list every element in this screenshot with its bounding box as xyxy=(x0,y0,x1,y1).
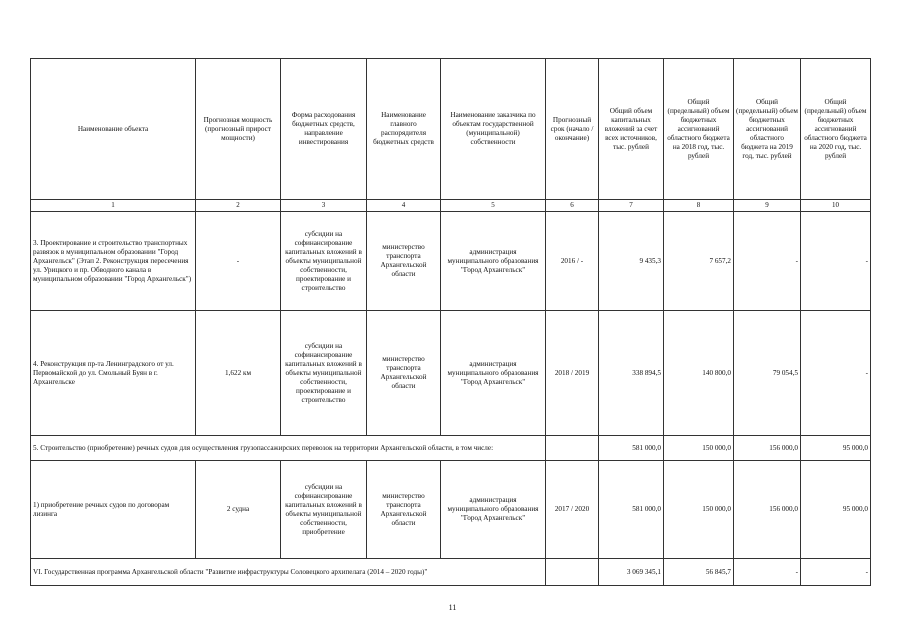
header-2018: Общий (предельный) объем бюджетных ассигнований областного бюджета на 2018 год, тыс. рублей xyxy=(664,59,734,200)
distributor: министерство транспорта Архангельской области xyxy=(367,311,441,436)
value-2019: - xyxy=(734,559,801,586)
spending-form: субсидии на софинансирование капитальных вложений в объекты муниципальной собственности, проектирование и строительство xyxy=(281,212,367,311)
header-capacity: Прогнозная мощность (прогнозный прирост мощности) xyxy=(196,59,281,200)
term: 2016 / - xyxy=(546,212,599,311)
value-2018: 7 657,2 xyxy=(664,212,734,311)
col-number: 10 xyxy=(801,200,871,212)
header-total: Общий объем капитальных вложений за счет всех источников, тыс. рублей xyxy=(599,59,664,200)
col-number: 3 xyxy=(281,200,367,212)
investment-table xyxy=(30,58,871,586)
value-2019: - xyxy=(734,212,801,311)
object-name: 4. Реконструкция пр-та Ленинградского от ул. Первомайской до ул. Смольный Буян в г. Архангельске xyxy=(31,311,196,436)
column-number-row xyxy=(31,200,871,212)
col-number: 9 xyxy=(734,200,801,212)
col-number: 2 xyxy=(196,200,281,212)
total-value: 581 000,0 xyxy=(599,436,664,461)
col-number: 6 xyxy=(546,200,599,212)
distributor: министерство транспорта Архангельской области xyxy=(367,461,441,559)
header-object-name: Наименование объекта xyxy=(31,59,196,200)
section-title: 5. Строительство (приобретение) речных судов для осуществления грузопассажирских перевозок на территории Архангельской области, в том числе: xyxy=(31,436,546,461)
header-term: Прогнозный срок (начало / окончание) xyxy=(546,59,599,200)
table-row xyxy=(31,461,871,559)
col-number: 1 xyxy=(31,200,196,212)
table-row xyxy=(31,436,871,461)
value-2020: 95 000,0 xyxy=(801,461,871,559)
value-2020: - xyxy=(801,311,871,436)
total-value: 9 435,3 xyxy=(599,212,664,311)
value-2020: 95 000,0 xyxy=(801,436,871,461)
table-row xyxy=(31,559,871,586)
header-form: Форма расходования бюджетных средств, направление инвестирования xyxy=(281,59,367,200)
spending-form: субсидии на софинансирование капитальных вложений в объекты муниципальной собственности, приобретение xyxy=(281,461,367,559)
term xyxy=(546,436,599,461)
value-2018: 150 000,0 xyxy=(664,436,734,461)
spending-form: субсидии на софинансирование капитальных вложений в объекты муниципальной собственности, проектирование и строительство xyxy=(281,311,367,436)
value-2018: 56 845,7 xyxy=(664,559,734,586)
program-title: VI. Государственная программа Архангельской области "Развитие инфраструктуры Соловецкого архипелага (2014 – 2020 годы)" xyxy=(31,559,546,586)
term xyxy=(546,559,599,586)
col-number: 8 xyxy=(664,200,734,212)
header-customer: Наименование заказчика по объектам государственной (муниципальной) собственности xyxy=(441,59,546,200)
value-2018: 150 000,0 xyxy=(664,461,734,559)
customer: администрация муниципального образования "Город Архангельск" xyxy=(441,212,546,311)
value-2020: - xyxy=(801,212,871,311)
value-2020: - xyxy=(801,559,871,586)
capacity: - xyxy=(196,212,281,311)
total-value: 338 894,5 xyxy=(599,311,664,436)
value-2019: 156 000,0 xyxy=(734,461,801,559)
header-2020: Общий (предельный) объем бюджетных ассигнований областного бюджета на 2020 год, тыс. рублей xyxy=(801,59,871,200)
header-2019: Общий (предельный) объем бюджетных ассигнований областного бюджета на 2019 год, тыс. рублей xyxy=(734,59,801,200)
col-number: 7 xyxy=(599,200,664,212)
capacity: 2 судна xyxy=(196,461,281,559)
total-value: 3 069 345,1 xyxy=(599,559,664,586)
customer: администрация муниципального образования "Город Архангельск" xyxy=(441,311,546,436)
table-row xyxy=(31,212,871,311)
object-name: 1) приобретение речных судов по договорам лизинга xyxy=(31,461,196,559)
value-2019: 79 054,5 xyxy=(734,311,801,436)
header-distributor: Наименование главного распорядителя бюджетных средств xyxy=(367,59,441,200)
distributor: министерство транспорта Архангельской области xyxy=(367,212,441,311)
header-row xyxy=(31,59,871,200)
capacity: 1,622 км xyxy=(196,311,281,436)
value-2018: 140 800,0 xyxy=(664,311,734,436)
total-value: 581 000,0 xyxy=(599,461,664,559)
object-name: 3. Проектирование и строительство транспортных развязок в муниципальном образовании "Город Архангельск" (Этап 2. Реконструкция пересечения ул. Урицкого и пр. Обводного канала в муниципальном образовании "Город Архангельск") xyxy=(31,212,196,311)
term: 2017 / 2020 xyxy=(546,461,599,559)
page-number: 11 xyxy=(448,603,457,612)
customer: администрация муниципального образования "Город Архангельск" xyxy=(441,461,546,559)
term: 2018 / 2019 xyxy=(546,311,599,436)
col-number: 4 xyxy=(367,200,441,212)
value-2019: 156 000,0 xyxy=(734,436,801,461)
table-row xyxy=(31,311,871,436)
col-number: 5 xyxy=(441,200,546,212)
